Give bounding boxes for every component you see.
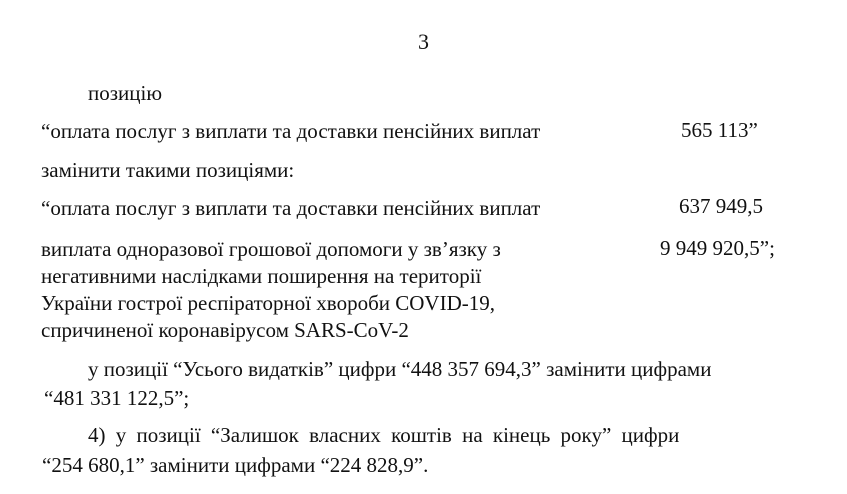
balance-paragraph-line-2: “254 680,1” замінити цифрами “224 828,9”. [42,453,429,477]
total-expenses-paragraph-line-1: у позиції “Усього видатків” цифри “448 357 694,3” замінити цифрами [88,357,712,381]
pension-services-value: 565 113” [681,118,758,142]
covid-payment-line-3: України гострої респіраторної хвороби COVID-19, [41,291,495,315]
covid-payment-line-4: спричиненої коронавірусом SARS-CoV-2 [41,318,409,342]
covid-payment-value: 9 949 920,5”; [660,236,775,260]
total-expenses-paragraph-line-2: “481 331 122,5”; [44,386,190,410]
pension-services-line-new: “оплата послуг з виплати та доставки пенсійних виплат [41,196,541,220]
replace-with-positions-line: замінити такими позиціями: [41,158,295,182]
balance-paragraph-line-1: 4) у позиції “Залишок власних коштів на кінець року” цифри [88,423,680,447]
pension-services-line: “оплата послуг з виплати та доставки пенсійних виплат [41,119,541,143]
pension-services-value-new: 637 949,5 [679,194,763,218]
covid-payment-line-1: виплата одноразової грошової допомоги у зв’язку з [41,237,501,261]
position-label: позицію [88,81,163,105]
page-number: 3 [418,29,429,54]
covid-payment-line-2: негативними наслідками поширення на території [41,264,482,288]
